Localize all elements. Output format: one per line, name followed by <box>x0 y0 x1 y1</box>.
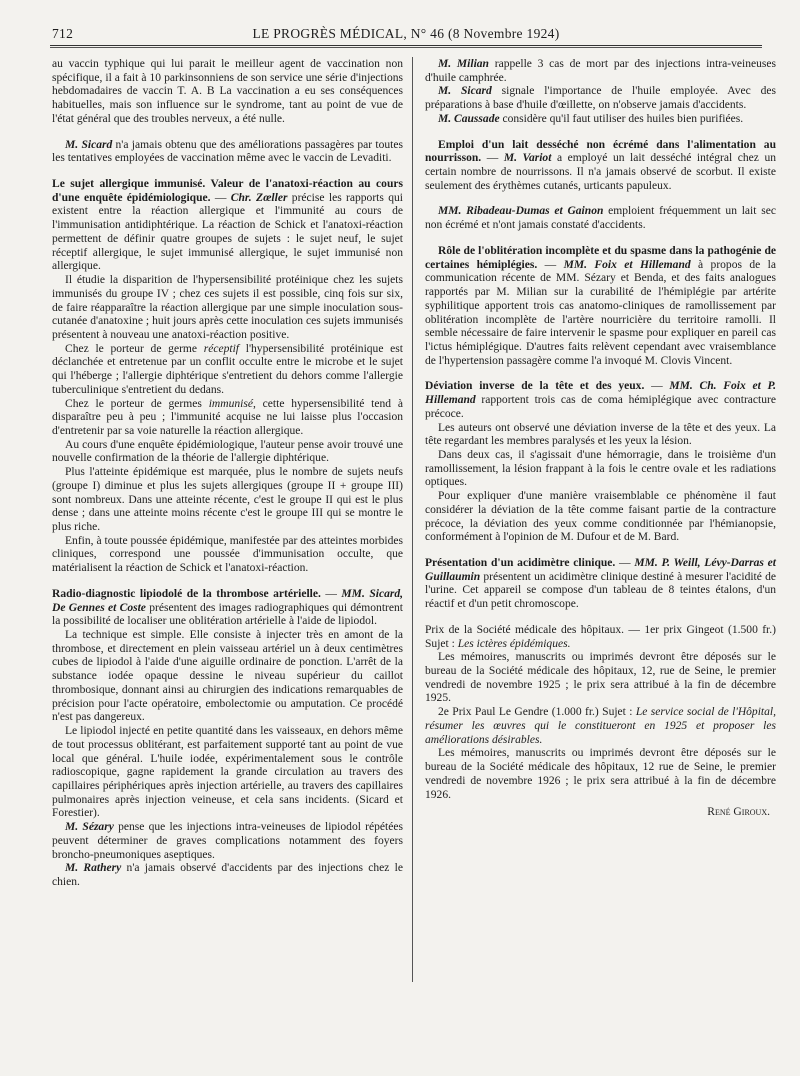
paragraph: Le lipiodol injecté en petite quantité dans les vaisseaux, en dehors même de tout processus oblitérant, est parfaitement supporté tant au point de vue local que général. L'huile iodée, expérimentalement sous le contrôle radioscopique, gagne rapidement la grande circulation au travers des capillaires périphériques après injection artérielle, au travers des capillaires pulmonaires après injection veineuse, et cela sans incidents. (Sicard et Forestier). <box>52 725 403 820</box>
paragraph-text: Prix de la Société médicale des hôpitaux. — 1er prix Gingeot (1.500 fr.) Sujet : <box>425 623 776 650</box>
author-name: MM. Foix et Hillemand <box>563 258 691 271</box>
paragraph: Au cours d'une enquête épidémiologique, l'auteur pense avoir trouvé une nouvelle confirmation de la théorie de l'allergie diphtérique. <box>52 438 403 465</box>
paragraph-text: emploient fréquemment un lait sec non écrémé et n'ont jamais constaté d'accidents. <box>425 205 776 232</box>
author-name: M. Variot <box>503 152 552 165</box>
separator: — <box>537 258 564 271</box>
section-title: Radio-diagnostic lipiodolé de la thrombose artérielle. <box>52 587 321 600</box>
section-paragraph <box>425 380 776 421</box>
paragraph-text: signale l'importance de l'huile employée. Avec des préparations à base d'huile d'œillette, on n'observe jamais d'accidents. <box>425 85 777 112</box>
paragraph-text: Chez le porteur de germe <box>65 342 204 355</box>
paragraph-text: présentent des images radiographiques qui démontrent la possibilité de localiser une oblitération artérielle à l'aide de lipiodol. <box>52 601 403 628</box>
author-name: Chr. Zœller <box>230 191 288 204</box>
page-number: 712 <box>52 26 74 41</box>
right-column <box>425 58 776 820</box>
italic-term: réceptif <box>203 342 240 355</box>
prize-announcement <box>425 706 776 747</box>
paragraph-text: 2e Prix Paul Le Gendre (1.000 fr.) Sujet : <box>438 706 636 719</box>
paragraph-text: pense que les injections intra-veineuses de lipiodol répétées peuvent déterminer de graves complications notamment des foyers broncho-pneumoniques aseptiques. <box>52 821 403 861</box>
section-paragraph <box>52 588 403 629</box>
running-header <box>52 26 760 44</box>
author-name: MM. Sicard, De Gennes et Coste <box>52 587 403 614</box>
paragraph-text: n'a jamais observé d'accidents par des injections chez le chien. <box>52 862 404 888</box>
author-name: M. Caussade <box>438 112 500 125</box>
paragraph: Pour expliquer d'une manière vraisemblable ce phénomène il faut considérer la déviation de la tête comme faisant partie de la contracture précoce, la déviation des yeux comme conditionnée par l'hémianopsie, conformément à l'opinion de M. Dufour et de M. Bard. <box>425 490 776 544</box>
signature: René Giroux. <box>707 806 770 819</box>
section-title: Emploi d'un lait desséché non écrémé dans l'alimentation au nourrisson. <box>425 138 776 165</box>
column-divider <box>412 57 413 982</box>
paragraph-text: a employé un lait desséché intégral chez un certain nombre de nourrissons. Il n'a jamais observé de scorbut. Il existe seulement des érythèmes cutanés, urticants papuleux. <box>425 152 776 192</box>
paragraph-text: présentent un acidimètre clinique destiné à mesurer l'acidité de l'urine. Cet appareil se compose d'un tableau de 8 teintes étalons, d'un réactif et d'un petit chromoscope. <box>425 570 776 611</box>
separator: — <box>481 152 504 165</box>
author-name: M. Sézary <box>65 821 114 834</box>
paragraph <box>425 85 776 112</box>
paragraph-text: rappelle 3 cas de mort par des injections intra-veineuses d'huile camphrée. <box>425 58 776 84</box>
author-name: MM. Ribadeau-Dumas et Gainon <box>438 205 604 218</box>
paragraph: Les auteurs ont observé une déviation inverse de la tête et des yeux. La tête regardant les membres paralysés et les yeux la lésion. <box>425 421 776 448</box>
journal-title: LE PROGRÈS MÉDICAL, N° 46 (8 Novembre 1924) <box>252 26 560 41</box>
author-name: M. Sicard <box>65 138 113 151</box>
header-rule-thin <box>50 47 762 48</box>
section-title: Présentation d'un acidimètre clinique. <box>425 557 616 569</box>
paragraph: La technique est simple. Elle consiste à injecter très en amont de la thrombose, et directement en plein vaisseau artériel un à deux centimètres cubes de lipiodol à l'aide d'une aiguille ordinaire de ponction. L'arrêt de la substance iodée opaque dessine le niveau supérieur du caillot thrombosique, donnant ainsi au chirurgien des indications remarquables de précision pour l'acte opératoire, embolectomie ou amputation. Ce procédé n'est pas dangereux. <box>52 629 403 724</box>
paragraph <box>52 343 403 398</box>
paragraph-text: à propos de la communication récente de MM. Sézary et Benda, et des faits analogues rapportés par M. Milian sur la curabilité de l'hémiplégie par artérite syphilitique apportent trois cas anatomo-cliniques de ramollissement par oblitération incomplète de l'artère nourricière du territoire ramolli. Il semble nécessaire de faire intervenir le spasme pour expliquer en pareil cas l'ictus hémiplégique. D'autres faits relèvent cependant avec vraisemblance de l'hypertension passagère comme l'a invoqué M. Clovis Vincent. <box>425 258 776 367</box>
prize-announcement <box>425 624 776 651</box>
paragraph-text: l'hypersensibilité protéinique est déclanchée et entretenue par un conflit occulte entre le microbe et le sujet qui l'héberge ; l'allergie diphtérique s'entretient du dehors comme l'allergie tuberculinique s'entretient du dedans. <box>52 342 403 396</box>
separator: — <box>615 557 635 569</box>
author-name: M. Milian <box>438 58 489 70</box>
italic-subject: Le service social de l'Hôpital, résumer les œuvres qui le constitueront en 1925 et proposer les améliorations désirables. <box>425 706 776 746</box>
section-title: Rôle de l'oblitération incomplète et du spasme dans la pathogénie de certaines hémiplégies. <box>425 244 776 271</box>
section-title: Le sujet allergique immunisé. Valeur de l'anatoxi-réaction au cours d'une enquête épidémiologique. <box>52 178 403 204</box>
separator: — <box>210 191 231 204</box>
section-paragraph <box>52 178 403 274</box>
paragraph-text: considère qu'il faut utiliser des huiles bien purifiées. <box>499 112 744 125</box>
left-column <box>52 58 403 890</box>
paragraph: Les mémoires, manuscrits ou imprimés devront être déposés sur le bureau de la Société médicale des hôpitaux, 12, rue de Seine, le premier vendredi de novembre 1925 ; le prix sera attribué à la fin de décembre 1925. <box>425 651 776 705</box>
paragraph: Plus l'atteinte épidémique est marquée, plus le nombre de sujets neufs (groupe I) diminue et plus les sujets allergiques (groupe II + groupe III) sont nombreux. Dans une atteinte récente, c'est le groupe II qui est le plus dense ; dans une atteinte moins récente c'est le groupe III qui se montre le plus riche. <box>52 466 403 533</box>
paragraph <box>52 139 403 166</box>
paragraph: au vaccin typhique qui lui parait le meilleur agent de vaccination non spécifique, il a fait à 10 parkinsonniens de son service une série d'injections hebdomadaires de vaccin T. A. B La vaccination a eu ses conséquences habituelles, mais son influence sur le syndrome, tant au point de vue de l'état général que des troubles nerveux, a été nulle. <box>52 58 403 125</box>
paragraph <box>52 821 403 862</box>
paragraph: Dans deux cas, il s'agissait d'une hémorragie, dans le troisième d'un ramollissement, la lésion frappant à la fois le centre ovale et les radiations optiques. <box>425 448 776 489</box>
section-paragraph <box>425 139 776 194</box>
italic-subject: Les ictères épidémiques. <box>457 637 571 650</box>
author-name: M. Rathery <box>65 862 122 875</box>
section-title: Déviation inverse de la tête et des yeux. <box>425 380 645 393</box>
paragraph-text: Chez le porteur de germes <box>65 397 209 410</box>
author-name: M. Sicard <box>438 85 492 98</box>
italic-term: immunisé <box>208 397 253 410</box>
separator: — <box>644 380 670 393</box>
paragraph-text: rapportent trois cas de coma hémiplégique avec contracture précoce. <box>425 394 776 420</box>
paragraph <box>425 113 776 127</box>
section-paragraph <box>425 557 776 612</box>
paragraph-text: , cette hypersensibilité tend à disparaître peu à peu ; l'immunité acquise ne lui laisse plus l'occasion d'entretenir par sa voie naturelle la réaction allergique. <box>52 397 403 437</box>
paragraph <box>52 862 403 889</box>
paragraph: Les mémoires, manuscrits ou imprimés devront être déposés sur le bureau de la Société médicale des hôpitaux, 12 rue de Seine, le premier vendredi de novembre 1926 ; le prix sera attribué à la fin de décembre 1926. <box>425 747 776 801</box>
paragraph <box>425 205 776 232</box>
paragraph: Il étudie la disparition de l'hypersensibilité protéinique chez les sujets immunisés du groupe IV ; chez ces sujets il est possible, cinq fois sur six, de faire réapparaître la réaction allergique par une simple inoculation sous-cutanée d'anatoxine ; huit jours après cette inoculation ces sujets immunisés présentent à nouveau une anatoxi-réaction positive. <box>52 274 403 341</box>
paragraph: Enfin, à toute poussée épidémique, manifestée par des atteintes morbides cliniques, correspond une poussée d'immunisation occulte, que matérialisent la réaction de Schick et l'anatoxi-réaction. <box>52 534 403 575</box>
author-name: MM. Ch. Foix et P. Hillemand <box>425 380 776 407</box>
paragraph-text: précise les rapports qui existent entre la réaction allergique et l'immunité au cours de l'immunisation antidiphtérique. La réaction de Schick et l'anatoxi-réaction permettent de définir quatre groupes de sujets : le sujet neuf, le sujet réceptif allergique, le sujet immunisé allergique, le sujet immunisé non allergique. <box>52 191 403 273</box>
paragraph <box>425 58 776 85</box>
author-name: MM. P. Weill, Lévy-Darras et Guillaumin <box>425 557 776 583</box>
section-paragraph <box>425 245 776 368</box>
paragraph <box>52 398 403 439</box>
paragraph-text: n'a jamais obtenu que des améliorations passagères par toutes les tentatives employées de vaccination même avec le vaccin de Levaditi. <box>52 138 404 165</box>
separator: — <box>320 587 342 600</box>
header-rule <box>50 45 762 46</box>
